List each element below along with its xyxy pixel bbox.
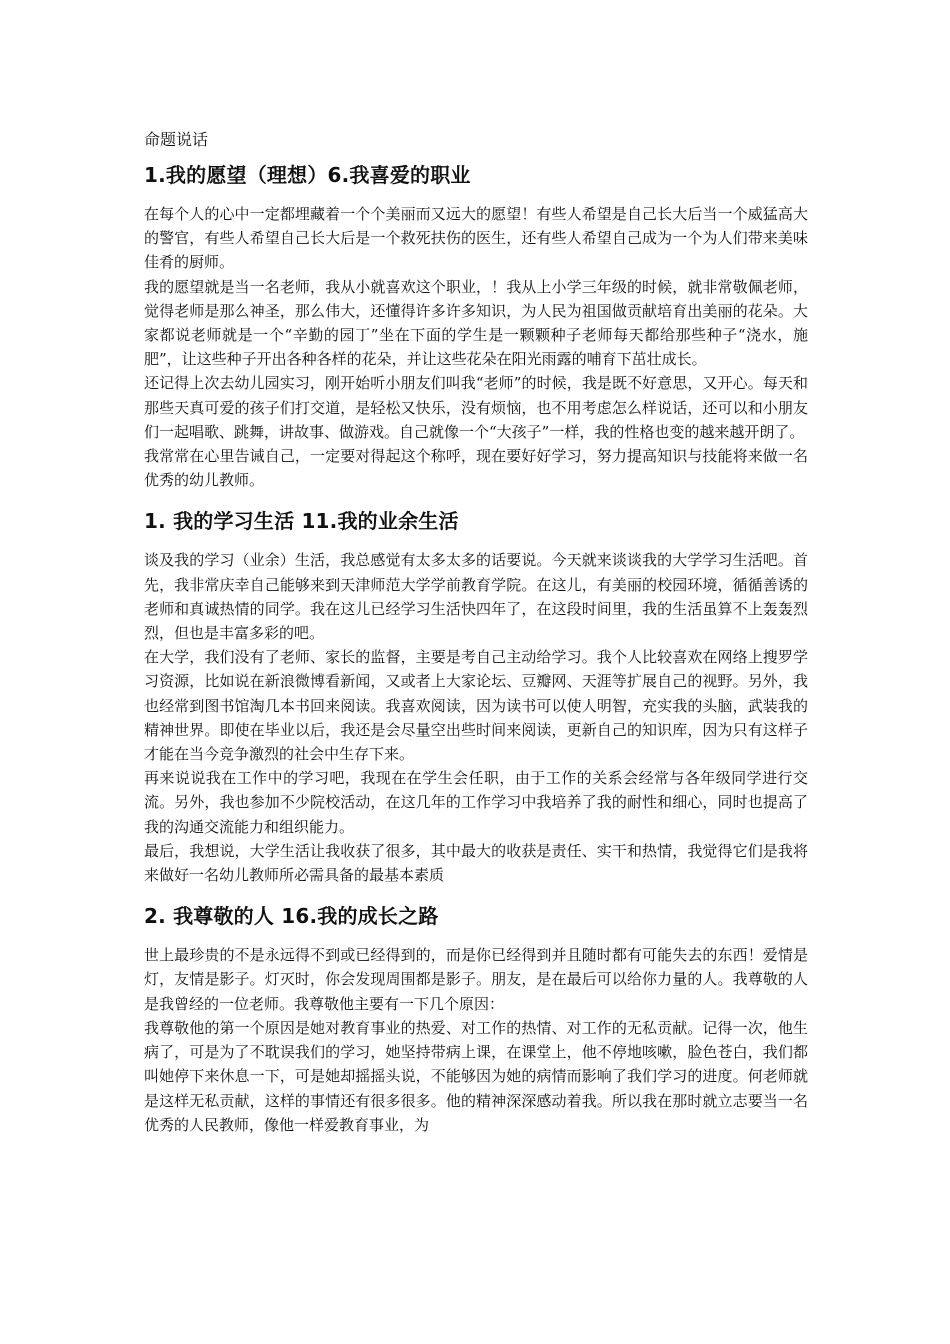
paragraph: 再来说说我在工作中的学习吧，我现在在学生会任职，由于工作的关系会经常与各年级同学进行交流。另外，我也参加不少院校活动，在这几年的工作学习中我培养了我的耐性和细心，同时也提高了我的沟通交流能力和组织能力。 [144, 769, 808, 836]
paragraph: 在每个人的心中一定都埋藏着一个个美丽而又远大的愿望！有些人希望是自己长大后当一个威猛高大的警官，有些人希望自己长大后是一个救死扶伤的医生，还有些人希望自己成为一个为人们带来美味佳肴的厨师。 [144, 205, 808, 272]
section-heading: 1.我的愿望（理想）6.我喜爱的职业 [144, 163, 471, 187]
paragraph: 我的愿望就是当一名老师，我从小就喜欢这个职业，！我从上小学三年级的时候，就非常敬佩老师，觉得老师是那么神圣，那么伟大，还懂得许多许多知识，为人民为祖国做贡献培育出美丽的花朵。大家都说老师就是一个“辛勤的园丁”坐在下面的学生是一颗颗种子老师每天都给那些种子“浇水，施肥”，让这些种子开出各种各样的花朵，并让这些花朵在阳光雨露的哺育下茁壮成长。 [144, 277, 808, 369]
paragraph: 还记得上次去幼儿园实习，刚开始听小朋友们叫我“老师”的时候，我是既不好意思，又开心。每天和那些天真可爱的孩子们打交道，是轻松又快乐，没有烦恼，也不用考虑怎么样说话，还可以和小朋友们一起唱歌、跳舞，讲故事、做游戏。自己就像一个“大孩子”一样，我的性格也变的越来越开朗了。 [144, 374, 808, 441]
section-respected-person [144, 901, 808, 1137]
section-study-life [144, 506, 808, 887]
paragraph: 最后，我想说，大学生活让我收获了很多，其中最大的收获是责任、实干和热情，我觉得它们是我将来做好一名幼儿教师所必需具备的最基本素质 [144, 841, 808, 885]
document-title: 命题说话 [144, 130, 209, 149]
paragraph: 谈及我的学习（业余）生活，我总感觉有太多太多的话要说。今天就来谈谈我的大学学习生活吧。首先，我非常庆幸自己能够来到天津师范大学学前教育学院。在这儿，有美丽的校园环境，循循善诱的老师和真诚热情的同学。我在这儿已经学习生活快四年了，在这段时间里，我的生活虽算不上轰轰烈烈，但也是丰富多彩的吧。 [144, 551, 808, 643]
section-heading: 1. 我的学习生活 11.我的业余生活 [144, 509, 459, 534]
paragraph: 在大学，我们没有了老师、家长的监督，主要是考自己主动给学习。我个人比较喜欢在网络上搜罗学习资源，比如说在新浪微博看新闻，又或者上大家论坛、豆瓣网、天涯等扩展自己的视野。另外，我也经常到图书馆淘几本书回来阅读。我喜欢阅读，因为读书可以使人明智，充实我的头脑，武装我的精神世界。即使在毕业以后，我还是会尽量空出些时间来阅读，更新自己的知识库，因为只有这样子才能在当今竞争激烈的社会中生存下来。 [144, 648, 808, 764]
section-wish [144, 160, 808, 492]
section-heading: 2. 我尊敬的人 16.我的成长之路 [144, 904, 439, 929]
paragraph: 我常常在心里告诫自己，一定要对得起这个称呼，现在要好好学习，努力提高知识与技能将来做一名优秀的幼儿教师。 [144, 447, 808, 490]
paragraph: 世上最珍贵的不是永远得不到或已经得到的，而是你已经得到并且随时都有可能失去的东西！爱情是灯，友情是影子。灯灭时，你会发现周围都是影子。朋友，是在最后可以给你力量的人。我尊敬的人是我曾经的一位老师。我尊敬他主要有一下几个原因： [144, 946, 808, 1013]
paragraph: 我尊敬他的第一个原因是她对教育事业的热爱、对工作的热情、对工作的无私贡献。记得一次，他生病了，可是为了不耽误我们的学习，她坚持带病上课，在课堂上，他不停地咳嗽，脸色苍白，我们都叫她停下来休息一下，可是她却摇摇头说，不能够因为她的病情而影响了我们学习的进度。何老师就是这样无私贡献，这样的事情还有很多很多。他的精神深深感动着我。所以我在那时就立志要当一名优秀的人民教师，像他一样爱教育事业，为 [144, 1018, 808, 1134]
